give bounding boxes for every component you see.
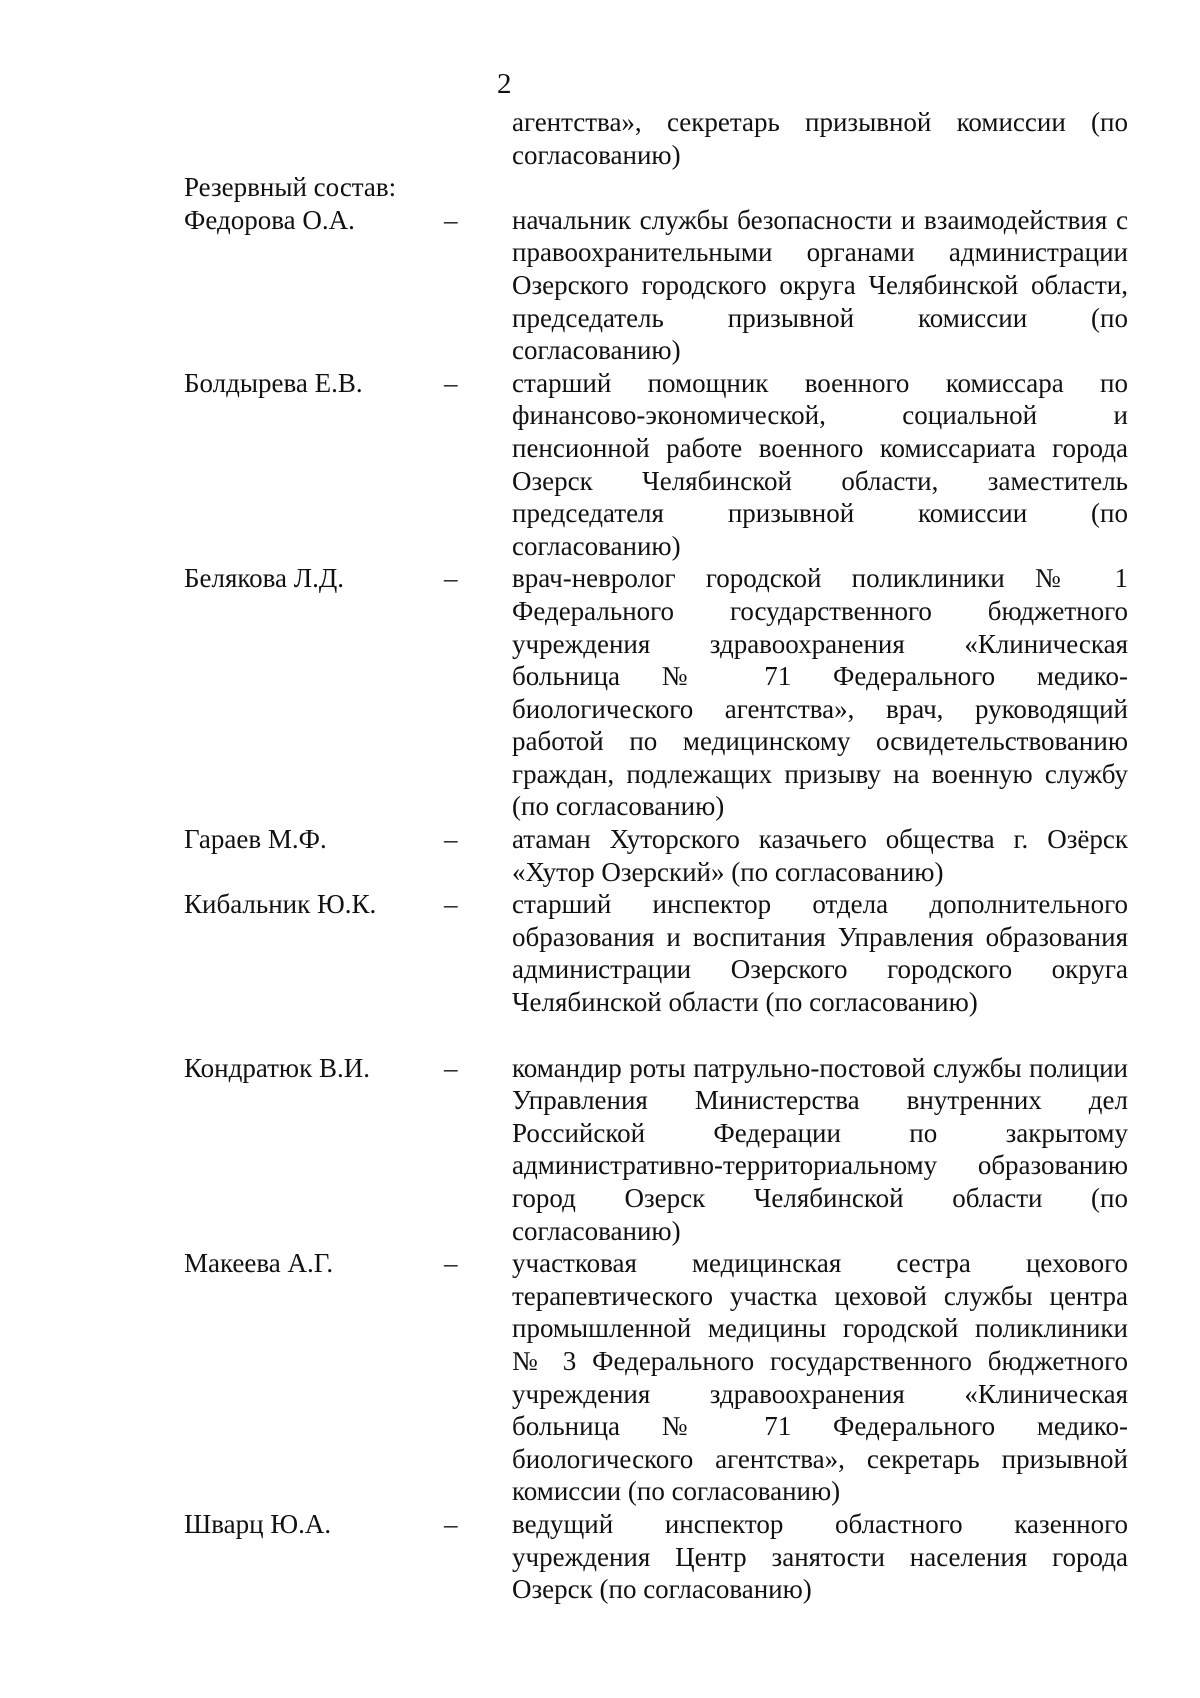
member-description: старший помощник военного комиссара по финансово-экономической, социальной и пенсионной работе военного комиссариата города Озерск Челябинской области, заместитель председателя призывной комиссии (по согласованию) <box>512 367 1128 561</box>
member-row <box>184 823 1128 888</box>
member-name: Белякова Л.Д. <box>184 563 344 594</box>
continuation-row <box>184 106 1128 171</box>
member-name: Шварц Ю.А. <box>184 1508 332 1539</box>
member-row <box>184 367 1128 563</box>
member-row <box>184 1247 1128 1508</box>
member-name: Гараев М.Ф. <box>184 824 327 855</box>
member-row <box>184 204 1128 367</box>
dash: – <box>444 1052 458 1083</box>
commission-list <box>184 106 1128 1606</box>
member-description: старший инспектор отдела дополнительного образования и воспитания Управления образования администрации Озерского городского округа Челябинской области (по согласованию) <box>512 889 1128 1018</box>
dash: – <box>444 367 458 398</box>
dash: – <box>444 824 458 855</box>
member-description: командир роты патрульно-постовой службы полиции Управления Министерства внутренних дел Российской Федерации по закрытому административно-территориальному образованию город Озерск Челябинской области (по согласованию) <box>512 1052 1128 1246</box>
dash: – <box>444 563 458 594</box>
continuation-text: агентства», секретарь призывной комиссии (по согласованию) <box>512 107 1128 170</box>
member-row <box>184 562 1128 823</box>
dash: – <box>444 889 458 920</box>
member-name: Макеева А.Г. <box>184 1248 334 1279</box>
page-number: 2 <box>497 68 512 100</box>
section-title: Резервный состав: <box>184 172 397 203</box>
dash: – <box>444 1508 458 1539</box>
dash: – <box>444 1248 458 1279</box>
member-row <box>184 1508 1128 1606</box>
member-row <box>184 1052 1128 1248</box>
member-description: ведущий инспектор областного казенного учреждения Центр занятости населения города Озерск (по согласованию) <box>512 1508 1128 1605</box>
member-description: врач-невролог городской поликлиники № 1 Федерального государственного бюджетного учреждения здравоохранения «Клиническая больница № 71 Федерального медико-биологического агентства», врач, руководящий работой по медицинскому освидетельствованию граждан, подлежащих призыву на военную службу (по согласованию) <box>512 563 1128 822</box>
member-name: Кибальник Ю.К. <box>184 889 377 920</box>
member-name: Болдырева Е.В. <box>184 367 363 398</box>
member-row <box>184 888 1128 1018</box>
member-name: Кондратюк В.И. <box>184 1052 370 1083</box>
member-name: Федорова О.А. <box>184 204 355 235</box>
member-description: атаман Хуторского казачьего общества г. Озёрск «Хутор Озерский» (по согласованию) <box>512 824 1128 887</box>
member-description: участковая медицинская сестра цехового терапевтического участка цеховой службы центра промышленной медицины городской поликлиники № 3 Федерального государственного бюджетного учреждения здравоохранения «Клиническая больница № 71 Федерального медико-биологического агентства», секретарь призывной комиссии (по согласованию) <box>512 1248 1128 1507</box>
dash: – <box>444 204 458 235</box>
member-description: начальник службы безопасности и взаимодействия с правоохранительными органами администрации Озерского городского округа Челябинской области, председатель призывной комиссии (по согласованию) <box>512 204 1128 366</box>
